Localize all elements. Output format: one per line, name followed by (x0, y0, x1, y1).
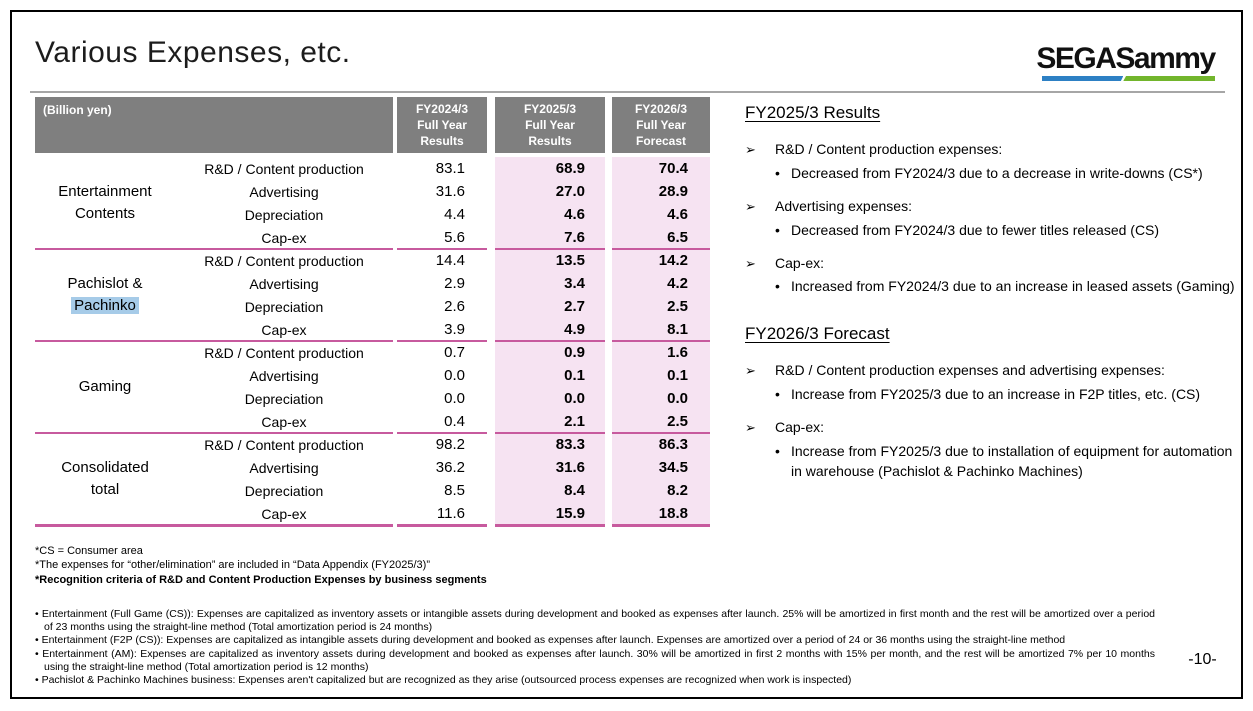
arrow-bullet-icon: ➢ (745, 255, 756, 271)
segment-label-line: total (90, 481, 120, 498)
column-header-line: FY2026/3 (634, 101, 688, 116)
column-header-line: Full Year (417, 117, 467, 132)
separator-segment (35, 524, 393, 527)
column-header-line: Full Year (525, 117, 575, 132)
expense-type-label: Cap-ex (261, 321, 307, 338)
value-fy2024: 2.6 (444, 298, 465, 315)
expense-type-label: R&D / Content production (204, 436, 364, 453)
expense-type-label: Advertising (249, 183, 319, 200)
expense-type-label: Advertising (249, 459, 319, 476)
value-fy2024: 31.6 (435, 183, 465, 200)
footnotes (35, 544, 487, 587)
sub-bullet-text: Decreased from FY2024/3 due to fewer titles released (CS) (791, 221, 1160, 238)
dot-bullet-icon: • (775, 442, 780, 459)
value-fy2025: 15.9 (555, 505, 585, 522)
separator-line (35, 248, 710, 250)
recognition-note: • Entertainment (Full Game (CS)): Expenses are capitalized as inventory assets or intangible assets during development and booked as expenses after launch. 25% will be amortized in first month and the rest will be amortized over a period of 23 months using the straight-line method (Total amortization period is 24 months) (35, 608, 1155, 634)
recognition-criteria-notes (35, 608, 1155, 687)
value-fy2025: 83.3 (555, 436, 585, 453)
expense-type-label: Advertising (249, 367, 319, 384)
logo-bar-blue (1042, 76, 1123, 81)
segment-label (35, 249, 175, 341)
value-fy2026: 70.4 (658, 160, 688, 177)
expense-type-label: Advertising (249, 275, 319, 292)
expense-type-label: Cap-ex (261, 505, 307, 522)
expense-type-label: Depreciation (244, 298, 324, 315)
value-fy2026: 1.6 (667, 344, 688, 361)
segasammy-logo (1018, 44, 1233, 81)
value-fy2026: 0.1 (667, 367, 688, 384)
value-fy2026: 2.5 (667, 298, 688, 315)
value-fy2026: 6.5 (667, 229, 688, 246)
segasammy-logo-bar (1042, 76, 1215, 81)
segment-label-line: Consolidated (61, 459, 149, 477)
separator-segment (612, 432, 710, 434)
expense-type-label: Depreciation (244, 482, 324, 499)
separator-segment (397, 340, 487, 342)
value-fy2024: 0.7 (444, 344, 465, 361)
separator-segment (612, 340, 710, 342)
value-fy2025: 7.6 (564, 229, 585, 246)
footnote-line: *CS = Consumer area (35, 545, 143, 557)
separator-line (35, 340, 710, 342)
column-header-line: Results (528, 134, 572, 149)
segment-label-line: Entertainment (58, 183, 152, 201)
separator-segment (612, 524, 710, 527)
value-fy2024: 8.5 (444, 482, 465, 499)
column-header-fy20263 (612, 97, 710, 153)
arrow-bullet-icon: ➢ (745, 142, 756, 157)
commentary-panel (745, 103, 1239, 509)
value-fy2026: 86.3 (658, 436, 688, 453)
separator-segment (495, 524, 605, 527)
expense-type-label: Depreciation (244, 390, 324, 407)
sub-bullet-item (775, 385, 1239, 405)
column-header-line: FY2025/3 (523, 101, 577, 116)
bullet-item (745, 140, 1239, 160)
expense-type-label: Depreciation (244, 206, 324, 223)
value-fy2025: 3.4 (564, 275, 585, 292)
value-fy2025: 27.0 (555, 183, 585, 200)
separator-segment (397, 524, 487, 527)
value-fy2026: 4.2 (667, 275, 688, 292)
recognition-note: • Pachislot & Pachinko Machines business: Expenses aren't capitalized but are recognized as they arise (outsourced process expenses are recognized when work is inspected) (35, 674, 852, 687)
expense-type-label: Cap-ex (261, 413, 307, 430)
value-fy2025: 0.0 (564, 390, 585, 407)
separator-segment (35, 340, 393, 342)
expense-type-label: R&D / Content production (204, 160, 364, 177)
segment-label-line (71, 295, 139, 317)
bullet-item (745, 418, 1239, 438)
table-body (35, 157, 710, 525)
value-fy2024: 0.0 (444, 367, 465, 384)
table-header-row (35, 97, 710, 153)
value-fy2026: 2.5 (667, 413, 688, 430)
separator-segment (495, 432, 605, 434)
value-fy2025: 2.7 (564, 298, 585, 315)
commentary-section (745, 103, 1239, 297)
separator-segment (397, 248, 487, 250)
value-fy2026: 8.2 (667, 482, 688, 499)
footnote-line: *Recognition criteria of R&D and Content Production Expenses by business segments (35, 573, 487, 586)
title-divider (30, 91, 1225, 93)
value-fy2026: 0.0 (667, 390, 688, 407)
bullet-text: R&D / Content production expenses: (775, 141, 1003, 157)
value-fy2024: 3.9 (444, 321, 465, 338)
commentary-section (745, 324, 1239, 481)
separator-segment (35, 432, 393, 434)
sub-bullet-text: Decreased from FY2024/3 due to a decrease in write-downs (CS*) (791, 164, 1203, 181)
separator-line (35, 432, 710, 434)
recognition-note: • Entertainment (F2P (CS)): Expenses are capitalized as intangible assets during development and booked as expenses after launch. Expenses are amortized over a period of 24 or 36 months using the straight-line method (35, 634, 1066, 647)
value-fy2024: 83.1 (435, 160, 465, 177)
value-fy2024: 5.6 (444, 229, 465, 246)
column-header-line: FY2024/3 (415, 101, 469, 116)
sub-bullet-item (775, 442, 1239, 482)
text-selection-highlight: Pachinko (71, 297, 139, 314)
column-header-line: Full Year (636, 117, 686, 132)
separator-segment (397, 432, 487, 434)
section-heading: FY2025/3 Results (745, 103, 881, 122)
value-fy2025: 0.1 (564, 367, 585, 384)
page-title: Various Expenses, etc. (35, 36, 351, 69)
arrow-bullet-icon: ➢ (745, 420, 756, 435)
page-number: -10- (1188, 651, 1217, 668)
expense-type-label: R&D / Content production (204, 344, 364, 361)
bullet-text: R&D / Content production expenses and advertising expenses: (775, 362, 1165, 379)
dot-bullet-icon: • (775, 278, 780, 295)
sub-bullet-item (775, 221, 1239, 241)
dot-bullet-icon: • (775, 164, 780, 181)
recognition-note: • Entertainment (AM): Expenses are capitalized as inventory assets during development and booked as expenses after launch. 30% will be amortized in first 2 months with 15% per month, and the rest will be amortized 7% per 10 months using the straight-line method (Total amortization period is 12 months) (35, 647, 1155, 673)
value-fy2024: 36.2 (435, 459, 465, 476)
segasammy-logo-text: SEGASammy (1036, 42, 1215, 75)
value-fy2025: 4.6 (564, 206, 585, 223)
arrow-bullet-icon: ➢ (745, 198, 756, 214)
value-fy2024: 4.4 (444, 206, 465, 223)
bullet-item (745, 254, 1239, 274)
unit-label: (Billion yen) (35, 97, 393, 153)
column-header-fy20243 (397, 97, 487, 153)
logo-bar-green (1123, 76, 1215, 81)
segment-label-line: Contents (74, 205, 136, 222)
value-fy2026: 4.6 (667, 206, 688, 223)
bullet-text: Cap-ex: (775, 254, 825, 271)
bullet-text: Cap-ex: (775, 419, 825, 435)
value-fy2025: 0.9 (564, 344, 585, 361)
sub-bullet-text: Increased from FY2024/3 due to an increase in leased assets (Gaming) (791, 278, 1235, 295)
sub-bullet-item (775, 277, 1239, 297)
separator-segment (35, 248, 393, 250)
value-fy2026: 34.5 (658, 459, 688, 476)
separator-segment (495, 340, 605, 342)
value-fy2025: 8.4 (564, 482, 585, 499)
column-header-line: Forecast (635, 134, 687, 149)
bullet-item (745, 197, 1239, 217)
segment-label-line: Pachislot & (67, 275, 143, 293)
value-fy2024: 14.4 (435, 252, 465, 269)
segment-label (35, 157, 175, 249)
value-fy2025: 2.1 (564, 413, 585, 430)
expense-type-label: R&D / Content production (204, 252, 364, 269)
bullet-item (745, 361, 1239, 381)
column-header-line: Results (420, 134, 464, 149)
value-fy2024: 98.2 (435, 436, 465, 453)
value-fy2024: 0.0 (444, 390, 465, 407)
arrow-bullet-icon: ➢ (745, 363, 756, 379)
expense-type-label: Cap-ex (261, 229, 307, 246)
bullet-text: Advertising expenses: (775, 197, 912, 214)
segment-label (35, 341, 175, 433)
sub-bullet-text: Increase from FY2025/3 due to an increase in F2P titles, etc. (CS) (791, 386, 1201, 403)
footnote-line: *The expenses for “other/elimination” are included in “Data Appendix (FY2025/3)” (35, 559, 430, 572)
value-fy2026: 14.2 (658, 252, 688, 269)
value-fy2024: 11.6 (436, 505, 465, 522)
value-fy2026: 8.1 (667, 321, 688, 338)
dot-bullet-icon: • (775, 221, 780, 238)
segment-label-line: Gaming (78, 378, 132, 396)
separator-segment (495, 248, 605, 250)
separator-line (35, 524, 710, 527)
separator-segment (612, 248, 710, 250)
value-fy2025: 31.6 (555, 459, 585, 476)
dot-bullet-icon: • (775, 386, 780, 403)
expense-table (35, 97, 710, 525)
value-fy2025: 13.5 (555, 252, 585, 269)
value-fy2026: 28.9 (658, 183, 688, 200)
value-fy2024: 2.9 (444, 275, 465, 292)
sub-bullet-item (775, 164, 1239, 184)
value-fy2026: 18.8 (658, 505, 688, 522)
section-heading: FY2026/3 Forecast (745, 324, 890, 344)
value-fy2025: 4.9 (564, 321, 585, 338)
segment-label (35, 433, 175, 525)
column-header-fy20253 (495, 97, 605, 153)
value-fy2024: 0.4 (444, 413, 465, 430)
sub-bullet-text: Increase from FY2025/3 due to installation of equipment for automation in warehouse (Pachislot & Pachinko Machines) (791, 442, 1233, 479)
value-fy2025: 68.9 (555, 160, 585, 177)
